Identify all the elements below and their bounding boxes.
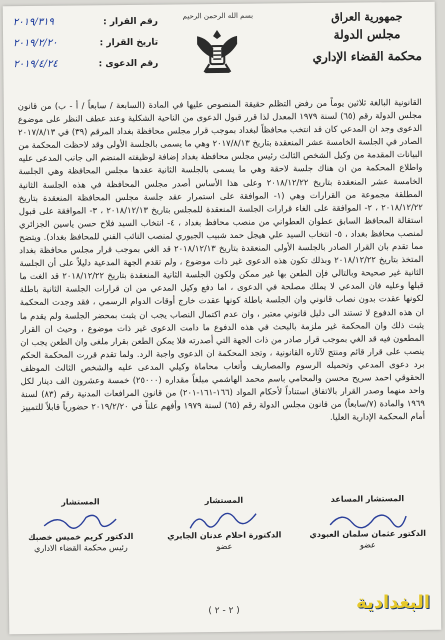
- iraq-eagle-emblem-icon: [191, 24, 244, 83]
- court-header: [307, 10, 428, 64]
- page-number: ( ٢ - ٢ ): [208, 605, 240, 617]
- handwritten-signature-icon: [325, 506, 410, 533]
- document-header: [3, 2, 436, 97]
- signature-name: الدكتور عثمان سلمان العبودي: [309, 528, 427, 540]
- case-number-label: رقم الدعوى :: [98, 58, 159, 69]
- signature-member-1: [305, 494, 431, 577]
- decision-number-row: [13, 11, 158, 34]
- decision-number-label: رقم القرار :: [103, 16, 158, 27]
- document-page: [3, 2, 442, 634]
- signature-president: [18, 497, 144, 580]
- signature-role: المستشار: [204, 495, 244, 506]
- country-name: جمهورية العراق: [331, 10, 403, 24]
- decision-number-value: ٢٠١٩/٣١٩: [12, 16, 54, 29]
- signature-member-2: [161, 495, 287, 578]
- handwritten-signature-icon: [38, 509, 123, 536]
- court-name: محكمة القضاء الإداري: [312, 48, 423, 65]
- signature-title: عضو: [216, 541, 233, 552]
- signature-role: المستشار: [61, 497, 100, 507]
- basmala: بسم الله الرحمن الرحيم: [182, 11, 254, 21]
- signature-name: الدكتورة احلام عدنان الجابري: [167, 530, 282, 541]
- handwritten-signature-icon: [181, 508, 266, 535]
- decision-date-label: تاريخ القرار :: [99, 37, 159, 48]
- signature-role: المستشار المساعد: [330, 494, 405, 504]
- signature-block: [18, 494, 431, 580]
- case-number-value: ٢٠١٩/٤/٢٤: [13, 58, 58, 71]
- decision-meta: [13, 11, 159, 76]
- decision-date-row: [13, 32, 158, 55]
- council-name: مجلس الدولة: [333, 27, 401, 42]
- decision-body: القانونية البالغة ثلاثين يوماً من رفض التظلم حقيقة المنصوص عليها في المادة (السابعة / سابعاً / أ - ب) من قانون مجلس الدولة رقم (٦٥) لسنة ١٩٧٩ المعدل لذا قرر قبول الدعوى من الناحية الشكلية وعند عطف النظر على موضوع الدعوى وجد ان المدعي كان قد انتخب محافظاً لبغداد بموجب قرار مجلس محافظة بغداد المرقم (٣٩) في ٢٠١٧/٨/١٣ الصادر في الجلسة الخامسة عشر المنعقدة بتاريخ ٢٠١٧/٨/١٣ وهي ما يسمى بالجلسة الأولى وقد لاحظت المحكمة من البيانات المقدمة من وكيل الشخص الثالث رئيس مجلس محافظة بغداد إضافة لوظيفته المنضم الى جانب المدعى عليه واطلاع المحكمة من ان هناك جلسة لاحقة وهي ما يسمى بالجلسة الثانية عقدها مجلس المحافظة وهي الجلسة الخامسة عشر المنعقدة بتاريخ ٢٠١٨/١٢/٢٢ وعلى هذا الأساس أصدر مجلس المحافظة في هذه الجلسة الثانية المطلقة مجموعة من القرارات وهي (١- الموافقة على استمرار عقد جلسة مجلس المحافظة المنعقدة بتاريخ ٢٠١٨/١٢/٢٢ ، ٢- الموافقة على الغاء قرارات الجلسة المنعقدة للمجلس بتاريخ ٢٠١٨/١٢/١٣ ، ٣- الموافقة على قبول استقالة المحافظ السابق عطوان العطواني من منصب محافظ بغداد ، ٤- انتخاب السيد فلاح حسن ياسين الجزائري لمنصب محافظ بغداد ، ٥- انتخاب السيد علي هيجل حمد شبيب الجبوري لمنصب النائب الفني للمحافظ بغداد). ويتضح مما تقدم بان القرار الصادر بالجلسة الأولى المنعقدة بتاريخ ٢٠١٨/١٢/١٣ قد الغي بموجب قرار مجلس محافظة بغداد المتخذ بتاريخ ٢٠١٨/١٢/٢٢ وبذلك تكون هذه الدعوى غير ذات موضوع ، ولم تقدم الجهة المدعية دليلاً على أن الجلسة الثانية غير صحيحة وبالتالي فإن الطعن بها غير ممكن ولكون الجلسة الثانية المنعقدة بتاريخ ٢٠١٨/١٢/٢٢ قد الغت ما قبلها وعليه فان المدعي لا يملك مصلحة في الدعوى ، اما دفع وكيل المدعي من ان قرارات الجلسة الثانية باطلة لكونها عقدت بدون نصاب قانوني وان الجلسة باطلة كونها عقدت خارج أوقات الدوام الرسمي ، فقد وجدت المحكمة ان هذه الدفوع لا تستند الى دليل قانوني معتبر ، وان عدم اكتمال النصاب يجب ان يثبت بمحضر الجلسة ولم يقدم ما يثبت ذلك وان المحكمة غير ملزمة بالبحث في هذه الدفوع ما دامت الدعوى غير ذات موضوع ، وحيث ان القرار المطعون فيه قد الغي بموجب قرار صادر من ذات الجهة التي أصدرته فلا يمكن الطعن بقرار ملغى وان الطعن يجب ان ينصب على قرار قائم ومنتج لآثاره القانونية ، وتجد المحكمة ان الدعوى واجبة الرد. ولما تقدم قررت المحكمة الحكم برد دعوى المدعي وتحميله الرسوم والمصاريف وأتعاب محاماة وكيلي المدعى عليه والشخص الثالث الموظف الحقوقي احمد سريح محسن والمحامي باسم محمد الهاشمي مبلغاً مقداره (٢٥٠٠٠) خمسة وعشرون الف دينار لكل واحد منهما وصدر القرار بالاتفاق استناداً لأحكام المواد (١٦٦-١٦١-٢٠١) من قانون المرافعات المدنية رقم (٨٣) لسنة ١٩٦٩ والمادة (٧/سابعاً) من قانون مجلس الدولة رقم (٦٥) لسنة ١٩٧٩ وأفهم علناً في ٢٠١٩/٢/٢٠ حضورياً قابلاً للتمييز أمام المحكمة الإدارية العليا.: [17, 96, 426, 423]
- signature-name: الدكتور كريم خميس خصبك: [28, 531, 134, 543]
- signature-title: رئيس محكمة القضاء الاداري: [34, 543, 128, 553]
- decision-date-value: ٢٠١٩/٢/٢٠: [13, 37, 58, 50]
- case-number-row: [13, 53, 158, 76]
- signature-title: عضو: [359, 540, 376, 550]
- watermark-logo: البغدادية: [356, 592, 430, 613]
